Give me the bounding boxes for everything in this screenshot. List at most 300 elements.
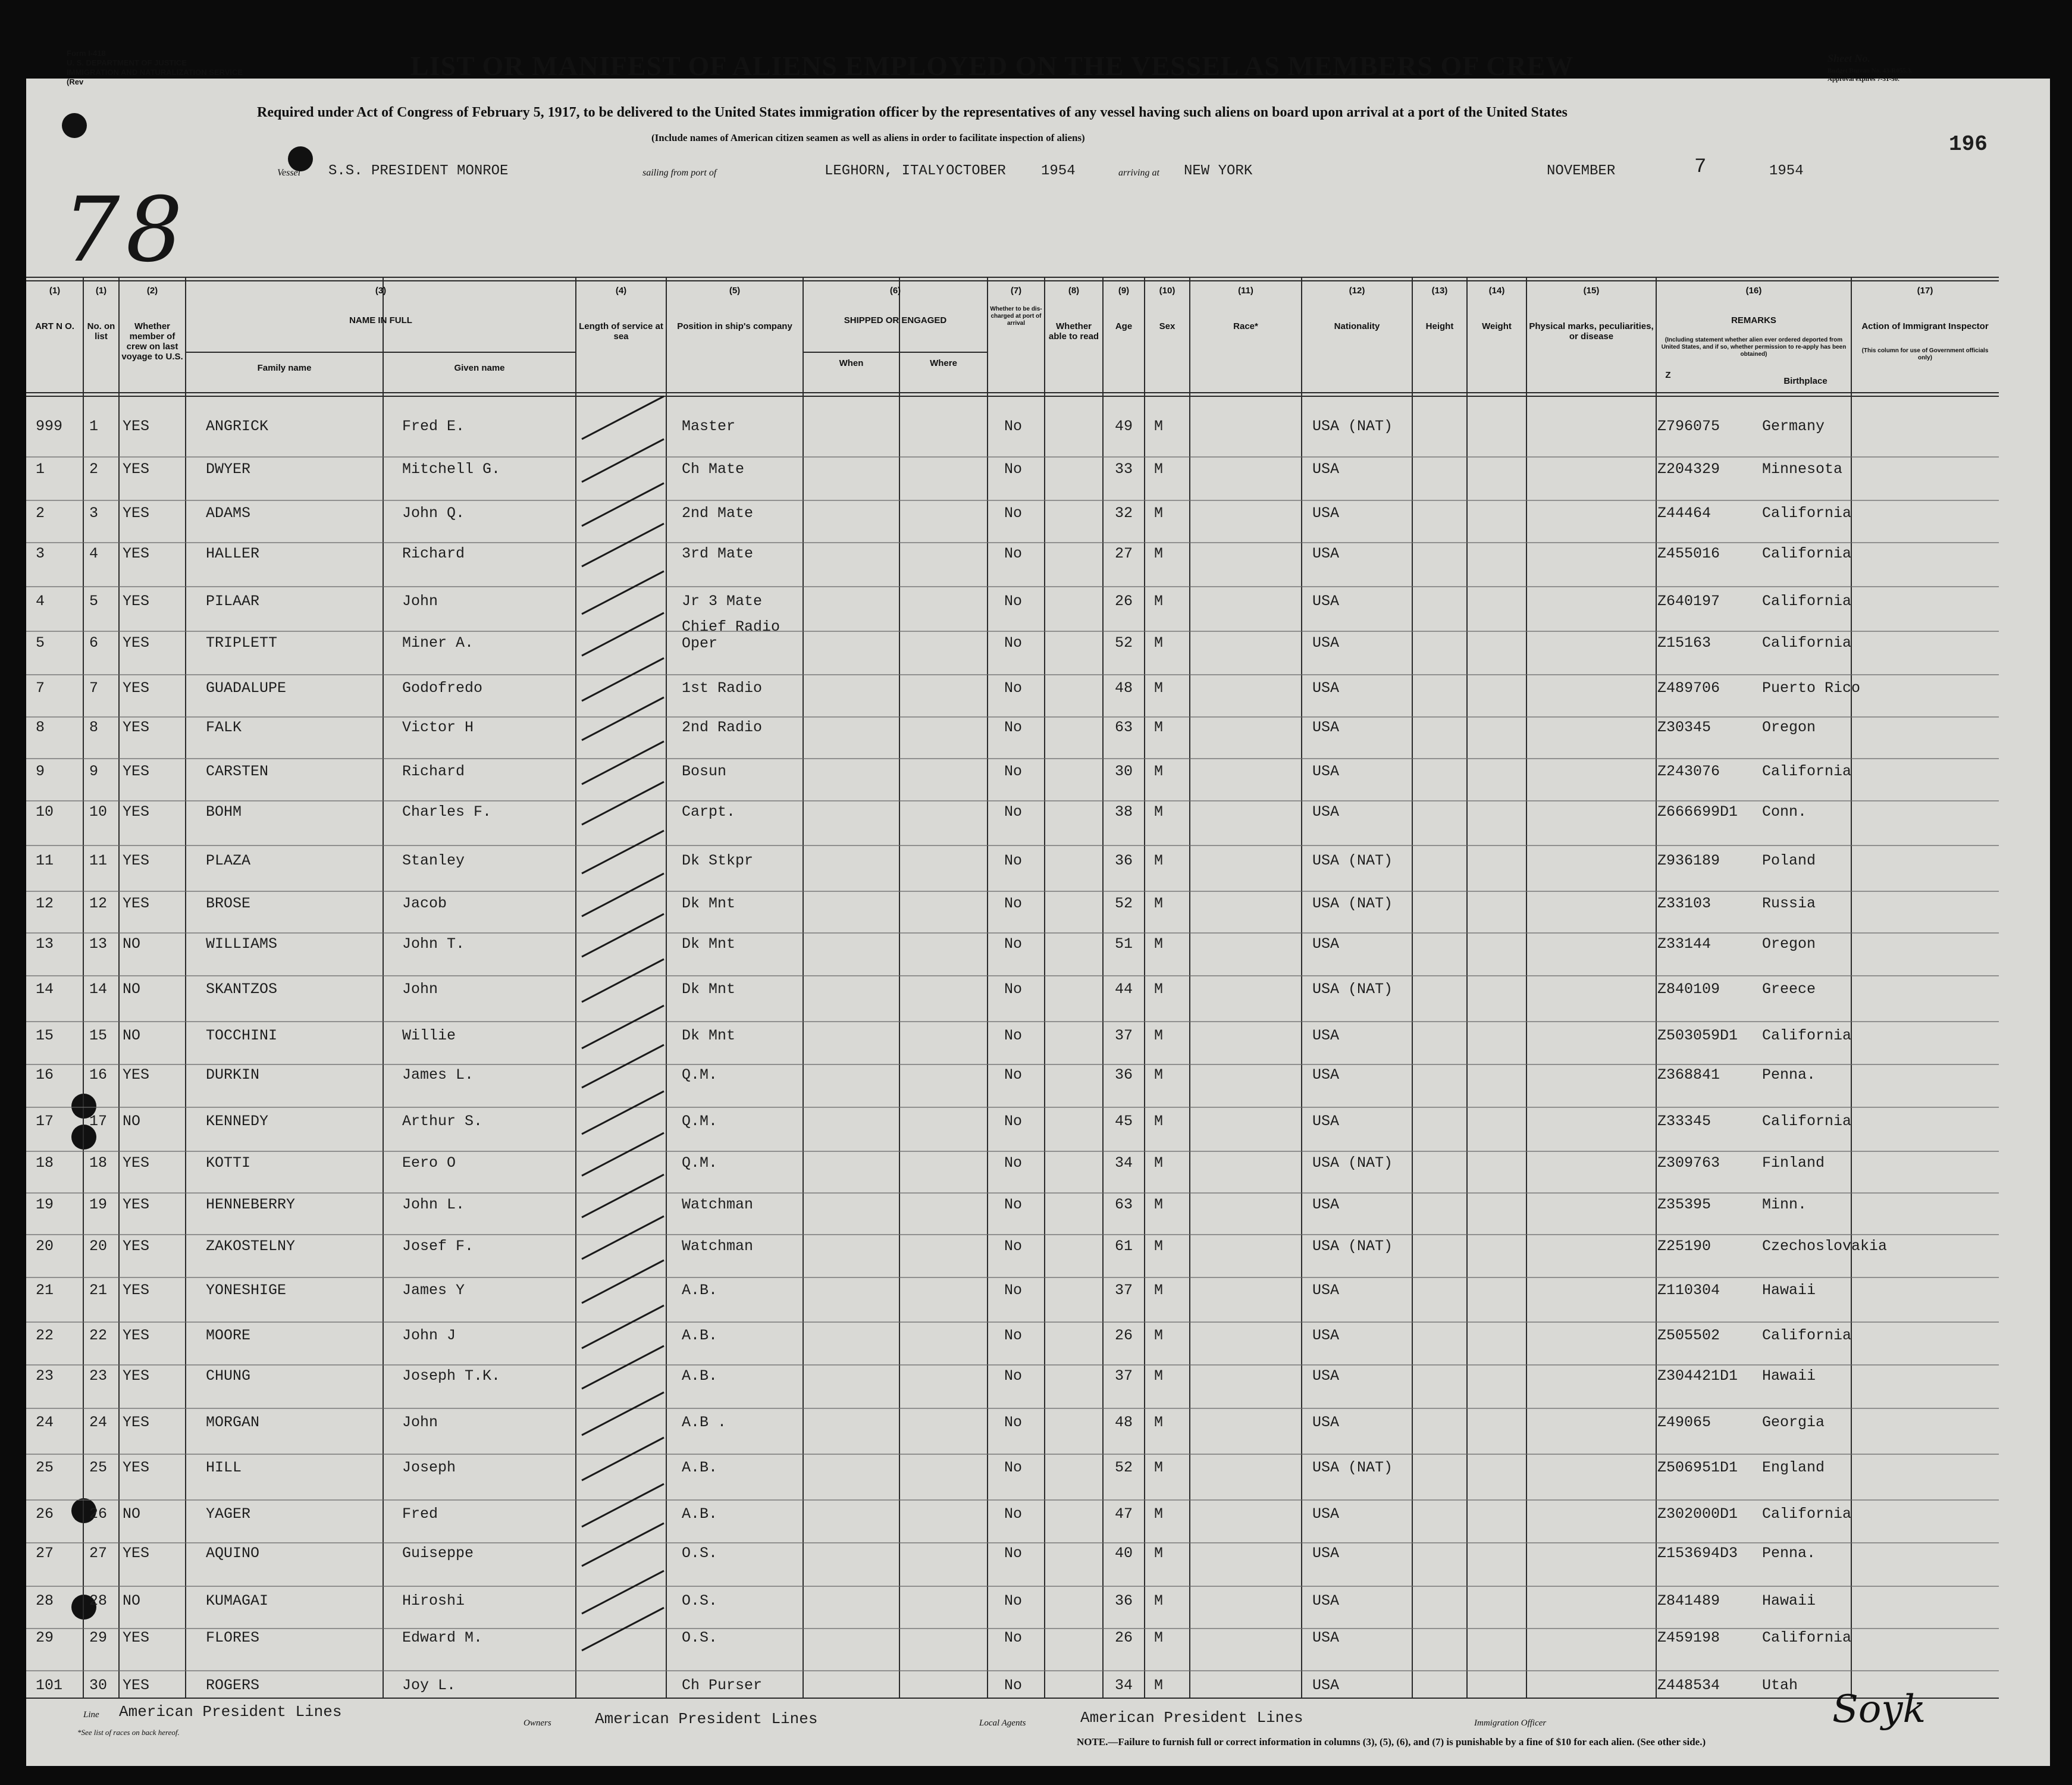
service-slash-mark bbox=[582, 1091, 664, 1134]
row-given-name: Joseph T.K. bbox=[402, 1367, 501, 1385]
row-given-name: Victor H bbox=[402, 719, 474, 736]
service-slash-mark bbox=[582, 658, 664, 701]
row-given-name: Richard bbox=[402, 763, 465, 780]
row-list-number: 9 bbox=[89, 763, 99, 780]
row-family-name: HENNEBERRY bbox=[206, 1196, 296, 1213]
row-birthplace: Minnesota bbox=[1762, 461, 1843, 478]
row-position: O.S. bbox=[682, 1592, 718, 1609]
row-age: 45 bbox=[1115, 1113, 1133, 1130]
row-list-number: 4 bbox=[89, 545, 99, 562]
column-number: (13) bbox=[1431, 286, 1448, 296]
row-z-number: Z368841 bbox=[1657, 1066, 1720, 1083]
row-list-number: 29 bbox=[89, 1629, 108, 1646]
row-art-number: 17 bbox=[36, 1113, 54, 1130]
row-nationality: USA bbox=[1312, 1505, 1340, 1523]
row-z-number: Z33345 bbox=[1657, 1113, 1711, 1130]
row-family-name: CARSTEN bbox=[206, 763, 269, 780]
row-family-name: PLAZA bbox=[206, 852, 251, 869]
row-list-number: 19 bbox=[89, 1196, 108, 1213]
row-list-number: 1 bbox=[89, 418, 99, 435]
row-age: 52 bbox=[1115, 1459, 1133, 1476]
row-art-number: 28 bbox=[36, 1592, 54, 1609]
row-birthplace: Russia bbox=[1762, 895, 1816, 912]
row-discharged: No bbox=[1004, 505, 1023, 522]
row-family-name: HILL bbox=[206, 1459, 242, 1476]
row-nationality: USA (NAT) bbox=[1312, 418, 1393, 435]
row-sex: M bbox=[1154, 505, 1164, 522]
row-list-number: 21 bbox=[89, 1282, 108, 1299]
row-sex: M bbox=[1154, 719, 1164, 736]
service-slash-mark bbox=[582, 697, 664, 740]
row-position: Dk Mnt bbox=[682, 1027, 736, 1044]
row-art-number: 4 bbox=[36, 593, 45, 610]
row-member-last-voyage: YES bbox=[123, 852, 150, 869]
row-given-name: Fred E. bbox=[402, 418, 465, 435]
page-number: 196 bbox=[1949, 132, 1988, 156]
header-remarks: REMARKS bbox=[1731, 315, 1776, 325]
row-birthplace: Penna. bbox=[1762, 1066, 1816, 1083]
row-position: Master bbox=[682, 418, 736, 435]
row-sex: M bbox=[1154, 1629, 1164, 1646]
row-discharged: No bbox=[1004, 763, 1023, 780]
header-age: Age bbox=[1115, 321, 1133, 331]
row-discharged: No bbox=[1004, 1066, 1023, 1083]
row-art-number: 21 bbox=[36, 1282, 54, 1299]
row-list-number: 13 bbox=[89, 935, 108, 953]
row-family-name: CHUNG bbox=[206, 1367, 251, 1385]
footer-agents-label: Local Agents bbox=[979, 1718, 1026, 1728]
row-z-number: Z840109 bbox=[1657, 981, 1720, 998]
row-birthplace: Hawaii bbox=[1762, 1592, 1816, 1609]
row-list-number: 3 bbox=[89, 505, 99, 522]
row-member-last-voyage: YES bbox=[123, 1414, 150, 1431]
row-family-name: KOTTI bbox=[206, 1154, 251, 1172]
row-nationality: USA (NAT) bbox=[1312, 1459, 1393, 1476]
row-art-number: 5 bbox=[36, 634, 45, 652]
row-family-name: PILAAR bbox=[206, 593, 260, 610]
row-birthplace: Conn. bbox=[1762, 803, 1807, 821]
row-member-last-voyage: YES bbox=[123, 1066, 150, 1083]
row-discharged: No bbox=[1004, 1545, 1023, 1562]
service-slash-mark bbox=[582, 396, 664, 439]
row-sex: M bbox=[1154, 1677, 1164, 1694]
row-member-last-voyage: YES bbox=[123, 1154, 150, 1172]
row-given-name: John Q. bbox=[402, 505, 465, 522]
row-position: Dk Stkpr bbox=[682, 852, 754, 869]
row-list-number: 16 bbox=[89, 1066, 108, 1083]
row-z-number: Z448534 bbox=[1657, 1677, 1720, 1694]
footer-line-value: American President Lines bbox=[119, 1703, 342, 1721]
row-z-number: Z33103 bbox=[1657, 895, 1711, 912]
row-member-last-voyage: YES bbox=[123, 1282, 150, 1299]
row-nationality: USA bbox=[1312, 679, 1340, 697]
row-discharged: No bbox=[1004, 719, 1023, 736]
service-slash-mark bbox=[582, 914, 664, 957]
row-list-number: 10 bbox=[89, 803, 108, 821]
service-slash-mark bbox=[582, 1006, 664, 1048]
row-sex: M bbox=[1154, 634, 1164, 652]
row-birthplace: California bbox=[1762, 505, 1852, 522]
column-number: (1) bbox=[49, 286, 61, 296]
row-discharged: No bbox=[1004, 679, 1023, 697]
row-z-number: Z505502 bbox=[1657, 1327, 1720, 1344]
row-z-number: Z25190 bbox=[1657, 1238, 1711, 1255]
row-member-last-voyage: NO bbox=[123, 1113, 141, 1130]
row-birthplace: Hawaii bbox=[1762, 1367, 1816, 1385]
header-where: Where bbox=[930, 358, 957, 368]
row-z-number: Z44464 bbox=[1657, 505, 1711, 522]
service-slash-mark bbox=[582, 873, 664, 916]
row-nationality: USA bbox=[1312, 545, 1340, 562]
service-slash-mark bbox=[582, 1608, 664, 1651]
row-list-number: 14 bbox=[89, 981, 108, 998]
row-nationality: USA (NAT) bbox=[1312, 895, 1393, 912]
row-birthplace: Oregon bbox=[1762, 719, 1816, 736]
row-birthplace: Puerto Rico bbox=[1762, 679, 1861, 697]
row-nationality: USA (NAT) bbox=[1312, 981, 1393, 998]
row-position: Ch Mate bbox=[682, 461, 745, 478]
row-discharged: No bbox=[1004, 593, 1023, 610]
row-age: 63 bbox=[1115, 719, 1133, 736]
row-sex: M bbox=[1154, 593, 1164, 610]
row-member-last-voyage: NO bbox=[123, 1505, 141, 1523]
row-list-number: 2 bbox=[89, 461, 99, 478]
row-art-number: 101 bbox=[36, 1677, 63, 1694]
row-sex: M bbox=[1154, 1545, 1164, 1562]
sailing-year: 1954 bbox=[1041, 163, 1076, 179]
row-list-number: 26 bbox=[89, 1505, 108, 1523]
row-list-number: 15 bbox=[89, 1027, 108, 1044]
service-slash-mark bbox=[582, 613, 664, 656]
row-nationality: USA bbox=[1312, 763, 1340, 780]
row-position: A.B. bbox=[682, 1327, 718, 1344]
row-discharged: No bbox=[1004, 418, 1023, 435]
header-action-inspector: Action of Immigrant Inspector bbox=[1861, 321, 1989, 331]
row-art-number: 23 bbox=[36, 1367, 54, 1385]
row-z-number: Z503059D1 bbox=[1657, 1027, 1738, 1044]
row-sex: M bbox=[1154, 852, 1164, 869]
row-given-name: Arthur S. bbox=[402, 1113, 483, 1130]
service-slash-mark bbox=[582, 1260, 664, 1303]
vessel-name: S.S. PRESIDENT MONROE bbox=[328, 163, 509, 179]
row-z-number: Z304421D1 bbox=[1657, 1367, 1738, 1385]
column-number: (12) bbox=[1349, 286, 1365, 296]
footer-note: NOTE.—Failure to furnish full or correct information in columns (3), (5), (6), and (7) is punishable by a fine of $10 for each alien. (See other side.) bbox=[1077, 1736, 1706, 1748]
row-age: 47 bbox=[1115, 1505, 1133, 1523]
row-sex: M bbox=[1154, 545, 1164, 562]
row-position: 2nd Mate bbox=[682, 505, 754, 522]
header-sex: Sex bbox=[1159, 321, 1176, 331]
row-birthplace: Finland bbox=[1762, 1154, 1825, 1172]
row-age: 38 bbox=[1115, 803, 1133, 821]
service-slash-mark bbox=[582, 782, 664, 825]
row-position: Dk Mnt bbox=[682, 895, 736, 912]
row-discharged: No bbox=[1004, 1282, 1023, 1299]
row-sex: M bbox=[1154, 1367, 1164, 1385]
service-slash-mark bbox=[582, 1484, 664, 1527]
column-number: (9) bbox=[1118, 286, 1130, 296]
row-discharged: No bbox=[1004, 634, 1023, 652]
row-nationality: USA bbox=[1312, 1066, 1340, 1083]
row-discharged: No bbox=[1004, 1367, 1023, 1385]
row-nationality: USA bbox=[1312, 593, 1340, 610]
service-slash-mark bbox=[582, 1305, 664, 1348]
row-nationality: USA bbox=[1312, 505, 1340, 522]
row-position: O.S. bbox=[682, 1545, 718, 1562]
header-weight: Weight bbox=[1482, 321, 1512, 331]
row-given-name: Joy L. bbox=[402, 1677, 456, 1694]
row-art-number: 18 bbox=[36, 1154, 54, 1172]
header-birthplace: Birthplace bbox=[1783, 376, 1828, 386]
row-list-number: 17 bbox=[89, 1113, 108, 1130]
row-age: 36 bbox=[1115, 852, 1133, 869]
row-birthplace: California bbox=[1762, 1629, 1852, 1646]
row-discharged: No bbox=[1004, 1414, 1023, 1431]
header-name-in-full: NAME IN FULL bbox=[349, 315, 412, 325]
row-z-number: Z455016 bbox=[1657, 545, 1720, 562]
sailing-label: sailing from port of bbox=[642, 168, 717, 178]
row-nationality: USA bbox=[1312, 1677, 1340, 1694]
row-given-name: James L. bbox=[402, 1066, 474, 1083]
column-number: (1) bbox=[95, 286, 107, 296]
header-remarks-z: Z bbox=[1665, 370, 1671, 380]
subnote: (Include names of American citizen seamen as well as aliens in order to facilitate inspection of aliens) bbox=[651, 132, 1085, 143]
row-list-number: 24 bbox=[89, 1414, 108, 1431]
row-sex: M bbox=[1154, 763, 1164, 780]
header-position: Position in ship's company bbox=[677, 321, 792, 331]
row-position: Dk Mnt bbox=[682, 981, 736, 998]
row-member-last-voyage: NO bbox=[123, 981, 141, 998]
row-given-name: Guiseppe bbox=[402, 1545, 474, 1562]
row-given-name: John bbox=[402, 981, 438, 998]
row-given-name: Edward M. bbox=[402, 1629, 483, 1646]
row-position: O.S. bbox=[682, 1629, 718, 1646]
row-nationality: USA bbox=[1312, 935, 1340, 953]
service-slash-mark bbox=[582, 1133, 664, 1176]
row-art-number: 27 bbox=[36, 1545, 54, 1562]
row-age: 26 bbox=[1115, 593, 1133, 610]
row-family-name: MORGAN bbox=[206, 1414, 260, 1431]
footer-owners-label: Owners bbox=[524, 1718, 551, 1728]
row-discharged: No bbox=[1004, 1677, 1023, 1694]
row-discharged: No bbox=[1004, 1592, 1023, 1609]
row-art-number: 25 bbox=[36, 1459, 54, 1476]
row-position: Q.M. bbox=[682, 1113, 718, 1130]
row-art-number: 19 bbox=[36, 1196, 54, 1213]
row-family-name: BROSE bbox=[206, 895, 251, 912]
row-age: 48 bbox=[1115, 1414, 1133, 1431]
header-art-no: ART N O. bbox=[35, 321, 74, 331]
row-position: A.B. bbox=[682, 1282, 718, 1299]
row-art-number: 14 bbox=[36, 981, 54, 998]
row-family-name: SKANTZOS bbox=[206, 981, 278, 998]
row-birthplace: California bbox=[1762, 1113, 1852, 1130]
row-z-number: Z33144 bbox=[1657, 935, 1711, 953]
row-discharged: No bbox=[1004, 1113, 1023, 1130]
row-family-name: FLORES bbox=[206, 1629, 260, 1646]
row-art-number: 3 bbox=[36, 545, 45, 562]
column-number: (11) bbox=[1238, 286, 1253, 296]
row-member-last-voyage: YES bbox=[123, 1238, 150, 1255]
service-slash-mark bbox=[582, 1216, 664, 1259]
row-z-number: Z49065 bbox=[1657, 1414, 1711, 1431]
service-slash-mark bbox=[582, 1045, 664, 1088]
row-member-last-voyage: YES bbox=[123, 593, 150, 610]
form-service: IMMIGRATION AND NATURALIZATION SERVICE bbox=[67, 68, 243, 77]
row-art-number: 1 bbox=[36, 461, 45, 478]
row-age: 36 bbox=[1115, 1066, 1133, 1083]
row-given-name: Godofredo bbox=[402, 679, 483, 697]
row-member-last-voyage: YES bbox=[123, 418, 150, 435]
header-discharged: Whether to be dis-charged at port of arrival bbox=[990, 306, 1042, 327]
row-art-number: 29 bbox=[36, 1629, 54, 1646]
row-discharged: No bbox=[1004, 1327, 1023, 1344]
service-slash-mark bbox=[582, 741, 664, 784]
row-family-name: FALK bbox=[206, 719, 242, 736]
arrival-year: 1954 bbox=[1769, 163, 1804, 179]
header-family-name: Family name bbox=[257, 363, 312, 373]
row-sex: M bbox=[1154, 1154, 1164, 1172]
service-slash-mark bbox=[582, 1346, 664, 1389]
row-given-name: John L. bbox=[402, 1196, 465, 1213]
row-age: 44 bbox=[1115, 981, 1133, 998]
row-member-last-voyage: YES bbox=[123, 763, 150, 780]
row-list-number: 23 bbox=[89, 1367, 108, 1385]
row-member-last-voyage: YES bbox=[123, 679, 150, 697]
row-family-name: ZAKOSTELNY bbox=[206, 1238, 296, 1255]
column-number: (15) bbox=[1583, 286, 1600, 296]
header-nationality: Nationality bbox=[1334, 321, 1380, 331]
header-when: When bbox=[839, 358, 864, 368]
vessel-label: Vessel bbox=[277, 168, 301, 178]
row-birthplace: Hawaii bbox=[1762, 1282, 1816, 1299]
row-nationality: USA bbox=[1312, 1629, 1340, 1646]
row-discharged: No bbox=[1004, 461, 1023, 478]
column-number: (3) bbox=[375, 286, 387, 296]
row-art-number: 16 bbox=[36, 1066, 54, 1083]
row-birthplace: California bbox=[1762, 634, 1852, 652]
row-sex: M bbox=[1154, 1282, 1164, 1299]
row-art-number: 20 bbox=[36, 1238, 54, 1255]
row-family-name: DWYER bbox=[206, 461, 251, 478]
row-nationality: USA bbox=[1312, 1367, 1340, 1385]
row-discharged: No bbox=[1004, 1459, 1023, 1476]
row-position: A.B . bbox=[682, 1414, 727, 1431]
row-sex: M bbox=[1154, 1196, 1164, 1213]
row-family-name: ROGERS bbox=[206, 1677, 260, 1694]
row-family-name: AQUINO bbox=[206, 1545, 260, 1562]
row-position: A.B. bbox=[682, 1505, 718, 1523]
row-birthplace: California bbox=[1762, 763, 1852, 780]
row-given-name: John bbox=[402, 593, 438, 610]
row-age: 52 bbox=[1115, 634, 1133, 652]
row-z-number: Z30345 bbox=[1657, 719, 1711, 736]
row-z-number: Z459198 bbox=[1657, 1629, 1720, 1646]
header-shipped-engaged: SHIPPED OR ENGAGED bbox=[844, 315, 947, 325]
row-art-number: 11 bbox=[36, 852, 54, 869]
row-position: 3rd Mate bbox=[682, 545, 754, 562]
row-family-name: MOORE bbox=[206, 1327, 251, 1344]
row-z-number: Z204329 bbox=[1657, 461, 1720, 478]
budget-line-2: Approval expires 7-31-50. bbox=[1828, 76, 1899, 83]
row-nationality: USA bbox=[1312, 1592, 1340, 1609]
row-art-number: 15 bbox=[36, 1027, 54, 1044]
row-given-name: Jacob bbox=[402, 895, 447, 912]
row-birthplace: England bbox=[1762, 1459, 1825, 1476]
row-birthplace: California bbox=[1762, 1505, 1852, 1523]
form-department: U. S. DEPARTMENT OF JUSTICE bbox=[67, 58, 187, 67]
row-discharged: No bbox=[1004, 1027, 1023, 1044]
sailing-port: LEGHORN, ITALY bbox=[825, 163, 945, 179]
column-number: (17) bbox=[1917, 286, 1933, 296]
row-family-name: KUMAGAI bbox=[206, 1592, 269, 1609]
row-birthplace: Minn. bbox=[1762, 1196, 1807, 1213]
arriving-label: arriving at bbox=[1118, 168, 1159, 178]
row-list-number: 18 bbox=[89, 1154, 108, 1172]
header-race: Race* bbox=[1233, 321, 1258, 331]
row-family-name: KENNEDY bbox=[206, 1113, 269, 1130]
row-age: 37 bbox=[1115, 1282, 1133, 1299]
row-z-number: Z640197 bbox=[1657, 593, 1720, 610]
row-position: Jr 3 Mate bbox=[682, 593, 763, 610]
row-art-number: 8 bbox=[36, 719, 45, 736]
service-slash-mark bbox=[582, 524, 664, 566]
service-slash-mark bbox=[582, 1175, 664, 1217]
row-nationality: USA bbox=[1312, 1545, 1340, 1562]
row-position: 1st Radio bbox=[682, 679, 763, 697]
row-sex: M bbox=[1154, 1505, 1164, 1523]
service-slash-mark bbox=[582, 1392, 664, 1435]
row-list-number: 20 bbox=[89, 1238, 108, 1255]
row-member-last-voyage: YES bbox=[123, 634, 150, 652]
row-sex: M bbox=[1154, 1027, 1164, 1044]
row-art-number: 9 bbox=[36, 763, 45, 780]
row-member-last-voyage: YES bbox=[123, 1629, 150, 1646]
row-discharged: No bbox=[1004, 1505, 1023, 1523]
row-age: 52 bbox=[1115, 895, 1133, 912]
column-number: (7) bbox=[1010, 286, 1022, 296]
arrival-day: 7 bbox=[1694, 156, 1707, 178]
column-number: (5) bbox=[729, 286, 741, 296]
row-member-last-voyage: YES bbox=[123, 719, 150, 736]
row-position: Ch Purser bbox=[682, 1677, 763, 1694]
row-sex: M bbox=[1154, 1414, 1164, 1431]
row-given-name: Fred bbox=[402, 1505, 438, 1523]
row-birthplace: California bbox=[1762, 1327, 1852, 1344]
row-family-name: ADAMS bbox=[206, 505, 251, 522]
row-sex: M bbox=[1154, 935, 1164, 953]
row-art-number: 26 bbox=[36, 1505, 54, 1523]
header-member-last-voyage: Whether member of crew on last voyage to U.S. bbox=[121, 321, 183, 362]
row-sex: M bbox=[1154, 1238, 1164, 1255]
row-sex: M bbox=[1154, 1459, 1164, 1476]
row-list-number: 27 bbox=[89, 1545, 108, 1562]
row-given-name: Stanley bbox=[402, 852, 465, 869]
sheet-number-label: Sheet No. bbox=[1828, 52, 1870, 64]
row-nationality: USA (NAT) bbox=[1312, 852, 1393, 869]
row-list-number: 6 bbox=[89, 634, 99, 652]
column-number: (10) bbox=[1159, 286, 1176, 296]
row-nationality: USA bbox=[1312, 719, 1340, 736]
row-position: Q.M. bbox=[682, 1066, 718, 1083]
row-birthplace: Greece bbox=[1762, 981, 1816, 998]
row-position: A.B. bbox=[682, 1367, 718, 1385]
row-z-number: Z153694D3 bbox=[1657, 1545, 1738, 1562]
row-age: 34 bbox=[1115, 1677, 1133, 1694]
row-age: 27 bbox=[1115, 545, 1133, 562]
row-nationality: USA bbox=[1312, 803, 1340, 821]
row-z-number: Z243076 bbox=[1657, 763, 1720, 780]
